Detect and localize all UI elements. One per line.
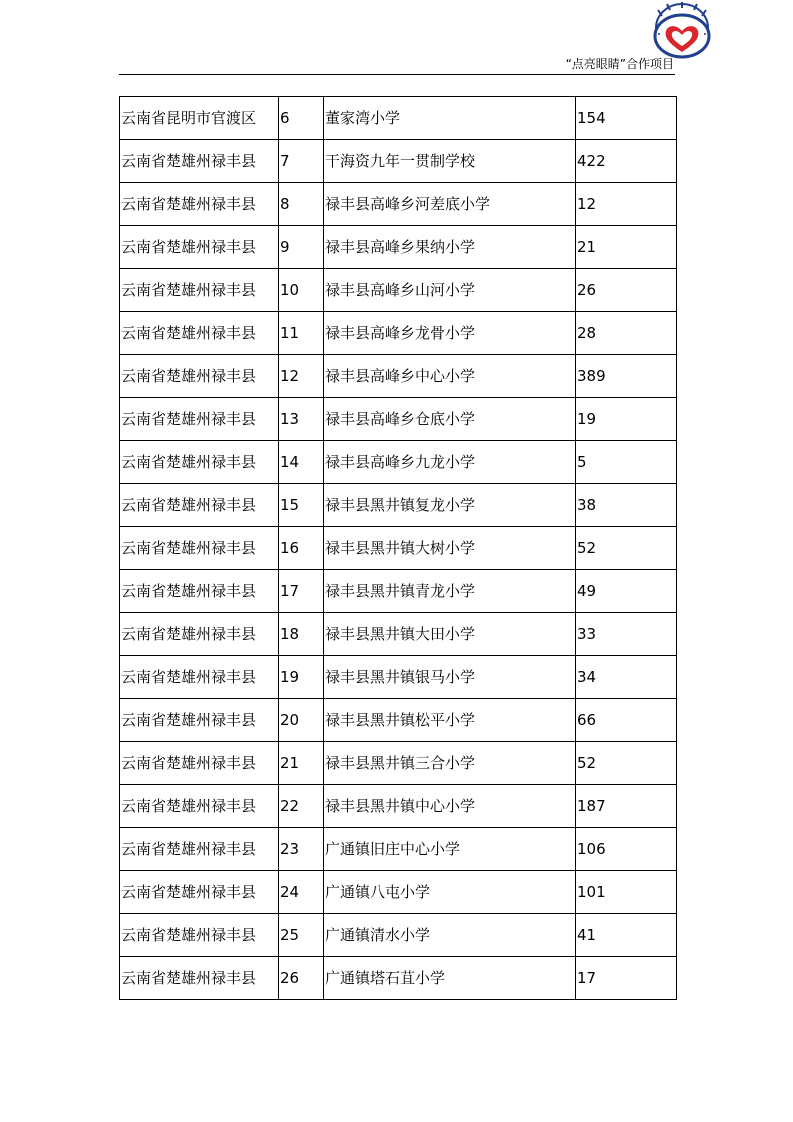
count-cell: 52: [576, 742, 677, 785]
table-row: [120, 570, 677, 613]
region-cell: 云南省昆明市官渡区: [120, 97, 279, 140]
table-row: [120, 699, 677, 742]
number-cell: 7: [279, 140, 324, 183]
number-cell: 24: [279, 871, 324, 914]
region-cell: 云南省楚雄州禄丰县: [120, 398, 279, 441]
number-cell: 12: [279, 355, 324, 398]
number-cell: 15: [279, 484, 324, 527]
region-cell: 云南省楚雄州禄丰县: [120, 699, 279, 742]
count-cell: 154: [576, 97, 677, 140]
number-cell: 25: [279, 914, 324, 957]
region-cell: 云南省楚雄州禄丰县: [120, 871, 279, 914]
number-cell: 13: [279, 398, 324, 441]
school-cell: 广通镇八屯小学: [324, 871, 576, 914]
table-row: [120, 441, 677, 484]
number-cell: 18: [279, 613, 324, 656]
count-cell: 17: [576, 957, 677, 1000]
school-cell: 禄丰县高峰乡中心小学: [324, 355, 576, 398]
count-cell: 26: [576, 269, 677, 312]
table-row: [120, 742, 677, 785]
school-cell: 禄丰县高峰乡九龙小学: [324, 441, 576, 484]
region-cell: 云南省楚雄州禄丰县: [120, 957, 279, 1000]
number-cell: 14: [279, 441, 324, 484]
count-cell: 21: [576, 226, 677, 269]
region-cell: 云南省楚雄州禄丰县: [120, 183, 279, 226]
table-row: [120, 226, 677, 269]
region-cell: 云南省楚雄州禄丰县: [120, 355, 279, 398]
table-row: [120, 957, 677, 1000]
number-cell: 26: [279, 957, 324, 1000]
school-cell: 禄丰县黑井镇大树小学: [324, 527, 576, 570]
school-cell: 广通镇塔石苴小学: [324, 957, 576, 1000]
region-cell: 云南省楚雄州禄丰县: [120, 441, 279, 484]
region-cell: 云南省楚雄州禄丰县: [120, 226, 279, 269]
number-cell: 23: [279, 828, 324, 871]
count-cell: 28: [576, 312, 677, 355]
school-cell: 董家湾小学: [324, 97, 576, 140]
count-cell: 52: [576, 527, 677, 570]
school-cell: 禄丰县黑井镇大田小学: [324, 613, 576, 656]
table-row: [120, 398, 677, 441]
school-cell: 禄丰县黑井镇青龙小学: [324, 570, 576, 613]
region-cell: 云南省楚雄州禄丰县: [120, 312, 279, 355]
count-cell: 101: [576, 871, 677, 914]
school-cell: 干海资九年一贯制学校: [324, 140, 576, 183]
header-divider: [119, 74, 675, 75]
table-row: [120, 312, 677, 355]
school-cell: 禄丰县黑井镇松平小学: [324, 699, 576, 742]
region-cell: 云南省楚雄州禄丰县: [120, 269, 279, 312]
school-table: [119, 96, 677, 1000]
table-row: [120, 656, 677, 699]
region-cell: 云南省楚雄州禄丰县: [120, 484, 279, 527]
school-cell: 禄丰县黑井镇中心小学: [324, 785, 576, 828]
region-cell: 云南省楚雄州禄丰县: [120, 914, 279, 957]
table-row: [120, 97, 677, 140]
region-cell: 云南省楚雄州禄丰县: [120, 570, 279, 613]
table-row: [120, 355, 677, 398]
count-cell: 41: [576, 914, 677, 957]
table-row: [120, 484, 677, 527]
count-cell: 389: [576, 355, 677, 398]
region-cell: 云南省楚雄州禄丰县: [120, 140, 279, 183]
number-cell: 20: [279, 699, 324, 742]
table-row: [120, 613, 677, 656]
number-cell: 9: [279, 226, 324, 269]
count-cell: 106: [576, 828, 677, 871]
table-row: [120, 828, 677, 871]
number-cell: 10: [279, 269, 324, 312]
eye-heart-logo-icon: [648, 2, 716, 60]
school-cell: 广通镇清水小学: [324, 914, 576, 957]
region-cell: 云南省楚雄州禄丰县: [120, 527, 279, 570]
number-cell: 19: [279, 656, 324, 699]
table-row: [120, 183, 677, 226]
school-cell: 禄丰县黑井镇复龙小学: [324, 484, 576, 527]
count-cell: 422: [576, 140, 677, 183]
count-cell: 33: [576, 613, 677, 656]
number-cell: 16: [279, 527, 324, 570]
table-row: [120, 871, 677, 914]
table-row: [120, 785, 677, 828]
count-cell: 187: [576, 785, 677, 828]
region-cell: 云南省楚雄州禄丰县: [120, 828, 279, 871]
table-row: [120, 527, 677, 570]
school-cell: 禄丰县高峰乡山河小学: [324, 269, 576, 312]
school-cell: 禄丰县高峰乡果纳小学: [324, 226, 576, 269]
header-caption: “点亮眼睛”合作项目: [565, 57, 674, 71]
school-cell: 禄丰县高峰乡龙骨小学: [324, 312, 576, 355]
count-cell: 38: [576, 484, 677, 527]
count-cell: 19: [576, 398, 677, 441]
school-cell: 禄丰县黑井镇三合小学: [324, 742, 576, 785]
number-cell: 11: [279, 312, 324, 355]
table-row: [120, 914, 677, 957]
number-cell: 21: [279, 742, 324, 785]
school-cell: 禄丰县高峰乡仓底小学: [324, 398, 576, 441]
number-cell: 6: [279, 97, 324, 140]
count-cell: 49: [576, 570, 677, 613]
region-cell: 云南省楚雄州禄丰县: [120, 742, 279, 785]
region-cell: 云南省楚雄州禄丰县: [120, 785, 279, 828]
school-cell: 广通镇旧庄中心小学: [324, 828, 576, 871]
count-cell: 12: [576, 183, 677, 226]
region-cell: 云南省楚雄州禄丰县: [120, 656, 279, 699]
table-row: [120, 140, 677, 183]
count-cell: 34: [576, 656, 677, 699]
number-cell: 8: [279, 183, 324, 226]
count-cell: 5: [576, 441, 677, 484]
count-cell: 66: [576, 699, 677, 742]
table-row: [120, 269, 677, 312]
number-cell: 22: [279, 785, 324, 828]
school-cell: 禄丰县高峰乡河差底小学: [324, 183, 576, 226]
region-cell: 云南省楚雄州禄丰县: [120, 613, 279, 656]
number-cell: 17: [279, 570, 324, 613]
school-cell: 禄丰县黑井镇银马小学: [324, 656, 576, 699]
